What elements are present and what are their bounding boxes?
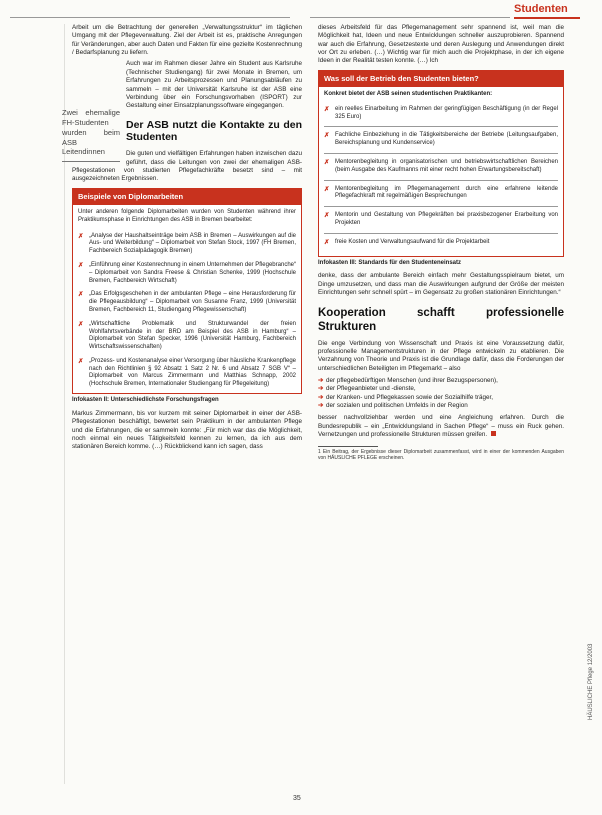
section-label: Studenten bbox=[514, 3, 568, 15]
list-item: ✗ „Analyse der Haushaltseinträge beim ASB in Bremen – Auswirkungen auf die Aus- und Weiterbildung“ – Diplomarbeit von Stefan Stock, 1997 (FH Bremen, Fachbereich Sozialpädagogik Bremen) bbox=[78, 232, 296, 255]
header-rule-left bbox=[10, 17, 290, 18]
list-item: ✗ Fachliche Einbeziehung in die Tätigkeitsbereiche der Betriebe (Leitungsaufgaben, Bereichsplanung und Kundenservice) bbox=[324, 132, 558, 154]
stakeholder-list bbox=[318, 377, 564, 410]
infobox-caption: Infokasten II: Unterschiedlichste Forschungsfragen bbox=[72, 397, 219, 404]
section-heading-left: Der ASB nutzt die Kontakte zu den Studenten bbox=[126, 118, 302, 144]
list-item: ✗ ein reelles Einarbeitung im Rahmen der geringfügigen Beschäftigung (in der Regel 325 Euro) bbox=[324, 106, 558, 128]
header-rule-middle bbox=[310, 17, 510, 18]
arrow-right-icon: ➔ bbox=[318, 402, 324, 410]
x-mark-icon: ✗ bbox=[78, 320, 84, 328]
left-column bbox=[62, 24, 302, 455]
list-item: ✗ „Einführung einer Kostenrechnung in einem Unternehmen der Pflegebranche“ – Diplomarbeit von Sandra Freese & Christian Schenke, 1999 (Hochschule Bremen, Fachbereich Wirtschaft) bbox=[78, 261, 296, 284]
infobox-caption: Infokasten III: Standards für den Studenteneinsatz bbox=[318, 259, 462, 266]
top-paragraph-right: dieses Arbeitsfeld für das Pflegemanagement sehr spannend ist, weil man die Möglichkeit hat, Ideen und neue Entwicklungen schneller auszuprobieren. Spannend war auch die Erfahrung, Gesetzestexte und deren Auslegung und Anwendungen direkt vor Ort zu erleben. (…) Wichtig war für mich auch die Projektphase, in der ich eigene Ideen in der Realität testen konnte. (…) Ich bbox=[318, 24, 564, 65]
infobox-title: Beispiele von Diplomarbeiten bbox=[73, 189, 301, 205]
infobox-dissertations bbox=[72, 188, 302, 394]
closing-paragraph: besser nachvollziehbar werden und eine Angleichung erfahren. Durch die Bundesrepublik – ein „Entwicklungsland in Sachen Pflege“ – muss ein Ruck gehen. Vernetzungen und professionelle Strukturen müssen greifen. bbox=[318, 414, 564, 439]
second-paragraph: Auch war im Rahmen dieser Jahre ein Student aus Karlsruhe (Technischer Studiengang) für zwei Monate in Bremen, um Erfahrungen zu Arbeitsprozessen und Planungsabläufen zu sammeln – mit der Universität Karlsruhe ist der ASB eine Verbindung über ein Forschungsvorhaben (ISPORT) zur Gestaltung einer Einsatzplanungssoftware eingegangen. bbox=[126, 60, 302, 110]
arrow-right-icon: ➔ bbox=[318, 393, 324, 401]
list-item: ✗ „Wirtschaftliche Problematik und Strukturwandel der freien Wohlfahrtsverbände in der BRD am Beispiel des ASB in Hamburg“ – Diplomarbeit von Stefan Specker, 1996 (Universität Hamburg, Fachbereich Wirtschaftswissenschaften) bbox=[78, 320, 296, 351]
page-number: 35 bbox=[293, 795, 301, 802]
infobox-intro: Unter anderen folgende Diplomarbeiten wurden von Studenten während ihrer Praktikumsphase in Einrichtungen des ASB in Bremen bearbeitet: bbox=[78, 208, 296, 223]
list-item: ➔ der Kranken- und Pflegekassen sowie der Sozialhilfe träger, bbox=[318, 393, 493, 401]
list-item: ✗ Mentorenbegleitung in organisatorischen und betriebswirtschaftlichen Bereichen (beim Ausgabe des Kaufmanns mit einer recht hohen Erwartungsbereitschaft) bbox=[324, 159, 558, 181]
intro-paragraph: Arbeit um die Betrachtung der generellen „Verwaltungsstruktur“ im täglichen Umgang mit der Pflegeverwaltung. Ziel der Arbeit ist es, praktische Anregungen für Veränderungen, aber auch Daten und Fakten für eine gezielte Kostenrechnung / Bedarfsplanung zu liefern. bbox=[72, 24, 302, 57]
infobox-title: Was soll der Betrieb den Studenten bieten? bbox=[319, 71, 563, 87]
arrow-right-icon: ➔ bbox=[318, 385, 324, 393]
list-item: ✗ freie Kosten und Verwaltungsaufwand für die Projektarbeit bbox=[324, 238, 490, 246]
footnote: 1 Ein Beitrag, der Ergebnisse dieser Diplomarbeit zusammenfasst, wird in einer der kommenden Ausgaben von HÄUSLICHE PFLEGE erscheinen. bbox=[318, 448, 564, 462]
x-mark-icon: ✗ bbox=[324, 158, 330, 166]
journal-issue-label: HÄUSLICHE Pflege 12/2003 bbox=[588, 643, 594, 720]
list-item: ➔ der sozialen und politischen Umfelds in der Region bbox=[318, 402, 468, 410]
mid-paragraph-right: denke, dass der ambulante Bereich einfach mehr Gestaltungsspielraum bietet, um Dinge umzusetzen, und dass man die Auswirkungen aufgrund der Größe der meisten Einrichtungen sehr schnell spürt – im Gegensatz zu großen stationären Einrichtungen.“ bbox=[318, 272, 564, 297]
x-mark-icon: ✗ bbox=[78, 261, 84, 269]
section-rule bbox=[514, 17, 580, 19]
heading-paragraph-left: Die guten und vielfältigen Erfahrungen haben inzwischen dazu geführt, dass die Leitungen von zwei der ehemaligen ASB-Pflegestationen von studierten Pflegefachkräfte besetzt sind – mit ausgezeichneten Ergebnissen. bbox=[72, 150, 302, 183]
list-item: ➔ der pflegebedürftigen Menschen (und ihrer Bezugspersonen), bbox=[318, 377, 498, 385]
x-mark-icon: ✗ bbox=[324, 105, 330, 113]
list-item: ✗ „Das Erfolgsgeschehen in der ambulanten Pflege – eine Herausforderung für die Pflegeausbildung“ – Diplomarbeit von Susanne Franz, 1999 (Universität Bremen, Fachbereich 11, Studiengang Pflegewissenschaft) bbox=[78, 291, 296, 313]
arrow-right-icon: ➔ bbox=[318, 377, 324, 385]
bottom-paragraph-left: Markus Zimmermann, bis vor kurzem mit seiner Diplomarbeit in einer der ASB-Pflegestationen beschäftigt, bewertet sein Praktikum in der ambulanten Pflege und die Erfahrungen, die er sammeln konnte: „Für mich war das die Möglichkeit, noch einmal ein neues Tätigkeitsfeld kennen zu lernen, da ich aus dem stationären Bereich komme. (…) Rückblickend kann ich sagen, dass bbox=[72, 410, 302, 451]
list-item: ➔ der Pflegeanbieter und -dienste, bbox=[318, 385, 416, 393]
infobox-offerings bbox=[318, 70, 564, 257]
pull-quote: Zwei ehemalige FH-Studenten wurden beim ASB Leitendinnen bbox=[62, 108, 120, 162]
right-column bbox=[318, 24, 564, 462]
end-mark-icon bbox=[491, 431, 496, 436]
x-mark-icon: ✗ bbox=[78, 291, 84, 299]
x-mark-icon: ✗ bbox=[324, 185, 330, 193]
infobox-intro: Konkret bietet der ASB seinen studentischen Praktikanten: bbox=[324, 90, 493, 97]
heading-paragraph-right: Die enge Verbindung von Wissenschaft und Praxis ist eine Voraussetzung dafür, professionelle Managementstrukturen in der Pflege entwickeln zu etablieren. Die Verzahnung von Theorie und Praxis ist die Grundlage dafür, dass die Forderungen der unterschiedlichen Beteiligten im Pflegemarkt – also bbox=[318, 339, 564, 372]
section-heading-right: Kooperation schafft professionelle Strukturen bbox=[318, 306, 564, 333]
x-mark-icon: ✗ bbox=[78, 357, 84, 365]
x-mark-icon: ✗ bbox=[324, 238, 330, 246]
infobox-list bbox=[73, 233, 301, 394]
x-mark-icon: ✗ bbox=[324, 212, 330, 220]
x-mark-icon: ✗ bbox=[78, 232, 84, 240]
footnote-rule bbox=[318, 446, 378, 447]
list-item: ✗ Mentorenbegleitung im Pflegemanagement durch eine erfahrene leitende Pflegefachkraft mit regelmäßigen Besprechungen bbox=[324, 186, 558, 208]
infobox-list bbox=[319, 106, 563, 256]
list-item: ✗ „Prozess- und Kostenanalyse einer Versorgung über häusliche Krankenpflege nach den Richtlinien § 92 Absatz 1 Satz 2 Nr. 6 und Absatz 7 SGB V“ – Diplomarbeit von Marcus Zimmermann und Matthias Schnapp, 2002 (Hochschule Bremen, Internationaler Studiengang für Pflegeleitung) bbox=[78, 357, 296, 388]
list-item: ✗ Mentorin und Gestaltung von Pflegekräften bei praxisbezogener Erarbeitung von Projekten bbox=[324, 212, 558, 234]
x-mark-icon: ✗ bbox=[324, 132, 330, 140]
